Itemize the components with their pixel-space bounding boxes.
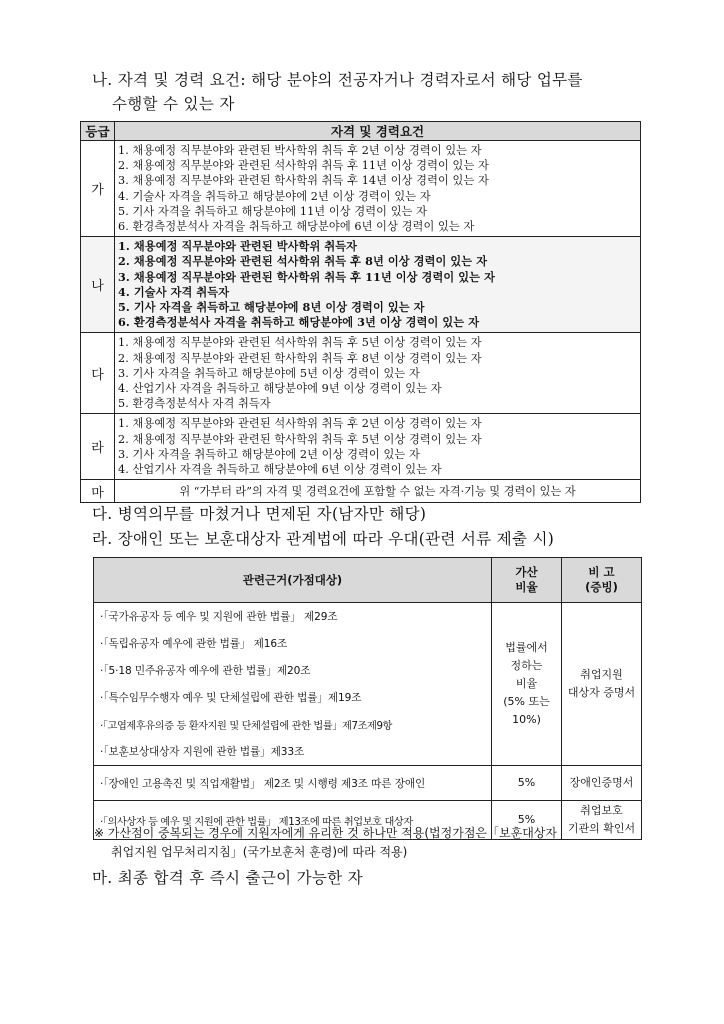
ratio-cell: 5% — [492, 766, 562, 801]
qualification-row — [81, 480, 641, 503]
requirement-item: 5. 환경측정분석사 자격 취득자 — [118, 397, 271, 411]
requirement-item: 1. 채용예정 직무분야와 관련된 박사학위 취득 후 2년 이상 경력이 있는 자 — [118, 144, 482, 157]
group-note-cell: 취업지원 대상자 증명서 — [562, 603, 642, 766]
note-cell: 취업보호 기관의 확인서 — [562, 801, 642, 840]
requirement-item: 1. 채용예정 직무분야와 관련된 석사학위 취득 후 2년 이상 경력이 있는 자 — [118, 417, 482, 431]
section-na-line1: 나. 자격 및 경력 요건: 해당 분야의 전공자거나 경력자로서 해당 업무를 — [92, 71, 583, 89]
requirements-cell: 위 “가부터 라”의 자격 및 경력요건에 포함할 수 없는 자격·기능 및 경력이 있는 자 — [115, 480, 641, 503]
grade-cell: 나 — [81, 237, 115, 333]
requirement-item: 3. 채용예정 직무분야와 관련된 학사학위 취득 후 14년 이상 경력이 있는 자 — [118, 174, 489, 188]
requirement-item: 2. 채용예정 직무분야와 관련된 석사학위 취득 후 8년 이상 경력이 있는 자 — [118, 254, 488, 269]
footnote-line2: 취업지원 업무처리지침」(국가보훈처 훈령)에 따라 적용) — [111, 845, 408, 859]
qualification-row — [81, 333, 641, 414]
requirement-item: 6. 환경측정분석사 자격을 취득하고 해당분야에 3년 이상 경력이 있는 자 — [118, 315, 480, 330]
requirement-item: 6. 환경측정분석사 자격을 취득하고 해당분야에 6년 이상 경력이 있는 자 — [118, 220, 475, 234]
requirements-cell — [115, 237, 641, 333]
section-na-line2: 수행할 수 있는 자 — [112, 95, 235, 113]
group-ratio-cell: 법률에서 정하는 비율 (5% 또는 10%) — [492, 603, 562, 766]
requirements-cell — [115, 414, 641, 480]
requirement-item: 2. 채용예정 직무분야와 관련된 학사학위 취득 후 8년 이상 경력이 있는 자 — [118, 351, 482, 365]
requirement-item: 1. 채용예정 직무분야와 관련된 박사학위 취득자 — [118, 239, 358, 254]
ratio-cell: 5% — [492, 801, 562, 840]
requirement-item: 3. 기사 자격을 취득하고 해당분야에 2년 이상 경력이 있는 자 — [118, 447, 420, 461]
requirement-item: 5. 기사 자격을 취득하고 해당분야에 8년 이상 경력이 있는 자 — [118, 300, 425, 315]
law-cell: ·「특수임무수행자 예우 및 단체설립에 관한 법률」제19조 — [94, 684, 492, 711]
law-cell: ·「장애인 고용촉진 및 직업재활법」 제2조 및 시행령 제3조 따른 장애인 — [94, 766, 492, 801]
preference-row-disability — [94, 766, 642, 801]
requirement-item: 2. 채용예정 직무분야와 관련된 학사학위 취득 후 5년 이상 경력이 있는 자 — [118, 432, 482, 446]
footnote-line1: ※ 가산점이 중복되는 경우에 지원자에게 유리한 것 하나만 적용(법정가점은「보훈대상자 — [94, 826, 557, 840]
requirement-item: 2. 채용예정 직무분야와 관련된 석사학위 취득 후 11년 이상 경력이 있는 자 — [118, 159, 489, 173]
qualification-row — [81, 237, 641, 333]
requirement-item: 3. 채용예정 직무분야와 관련된 학사학위 취득 후 11년 이상 경력이 있는 자 — [118, 269, 495, 284]
header-grade: 등급 — [81, 122, 115, 141]
requirements-cell — [115, 141, 641, 237]
requirements-cell — [115, 333, 641, 414]
note-cell: 장애인증명서 — [562, 766, 642, 801]
requirement-item: 4. 기술사 자격을 취득하고 해당분야에 2년 이상 경력이 있는 자 — [118, 189, 431, 203]
header-basis: 관련근거(가점대상) — [94, 558, 492, 603]
grade-cell: 다 — [81, 333, 115, 414]
qualification-row — [81, 414, 641, 480]
law-cell: ·「보훈보상대상자 지원에 관한 법률」제33조 — [94, 738, 492, 766]
law-cell: ·「5·18 민주유공자 예우에 관한 법률」제20조 — [94, 657, 492, 684]
preference-row — [94, 603, 642, 631]
law-cell: ·「고엽제후유의증 등 환자지원 및 단체설립에 관한 법률」제7조제9항 — [94, 711, 492, 738]
header-note: 비 고 (증빙) — [562, 558, 642, 603]
grade-cell: 라 — [81, 414, 115, 480]
law-cell: ·「국가유공자 등 예우 및 지원에 관한 법률」 제29조 — [94, 603, 492, 631]
preference-header-row — [94, 558, 642, 603]
qualification-table — [80, 121, 641, 503]
section-da: 다. 병역의무를 마쳤거나 면제된 자(남자만 해당) — [92, 505, 427, 523]
requirement-item: 3. 기사 자격을 취득하고 해당분야에 5년 이상 경력이 있는 자 — [118, 366, 420, 380]
grade-cell: 마 — [81, 480, 115, 503]
section-ma: 마. 최종 합격 후 즉시 출근이 가능한 자 — [92, 869, 363, 887]
grade-cell: 가 — [81, 141, 115, 237]
qualification-header-row — [81, 122, 641, 141]
header-ratio: 가산 비율 — [492, 558, 562, 603]
qualification-row — [81, 141, 641, 237]
requirement-item: 4. 기술사 자격 취득자 — [118, 284, 230, 299]
requirement-item: 4. 산업기사 자격을 취득하고 해당분야에 9년 이상 경력이 있는 자 — [118, 382, 442, 396]
section-ra: 라. 장애인 또는 보훈대상자 관계법에 따라 우대(관련 서류 제출 시) — [92, 530, 555, 548]
preference-table — [93, 557, 642, 840]
header-requirements: 자격 및 경력요건 — [115, 122, 641, 141]
law-cell: ·「독립유공자 예우에 관한 법률」 제16조 — [94, 630, 492, 657]
law-cell: ·「의사상자 등 예우 및 지원에 관한 법률」 제13조에 따른 취업보호 대상자 — [94, 801, 492, 840]
requirement-item: 5. 기사 자격을 취득하고 해당분야에 11년 이상 경력이 있는 자 — [118, 204, 428, 218]
requirement-item: 4. 산업기사 자격을 취득하고 해당분야에 6년 이상 경력이 있는 자 — [118, 463, 442, 477]
requirement-item: 1. 채용예정 직무분야와 관련된 석사학위 취득 후 5년 이상 경력이 있는 자 — [118, 336, 482, 350]
